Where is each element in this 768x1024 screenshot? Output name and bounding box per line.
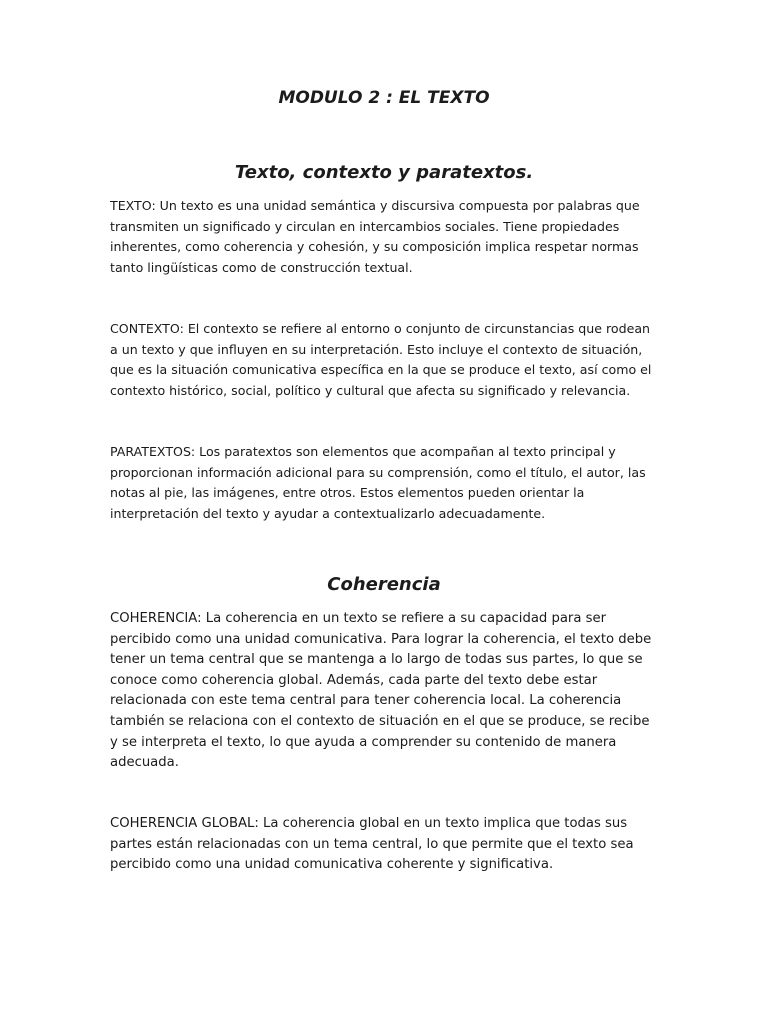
section-heading-coherencia: Coherencia	[327, 574, 441, 595]
paragraph-coherencia-global: COHERENCIA GLOBAL: La coherencia global en un texto implica que todas sus partes están relacionadas con un tema central, lo que permite que el texto sea percibido como una unidad comunicativa coherente y significativa.	[110, 816, 634, 873]
paragraph-paratextos: PARATEXTOS: Los paratextos son elementos que acompañan al texto principal y proporcionan información adicional para su comprensión, como el título, el autor, las notas al pie, las imágenes, entre otros. Estos elementos pueden orientar la interpretación del texto y ayudar a contextualizarlo adecuadamente.	[110, 444, 646, 522]
paragraph-contexto: CONTEXTO: El contexto se refiere al entorno o conjunto de circunstancias que rodean a un texto y que influyen en su interpretación. Esto incluye el contexto de situación, que es la situación comunicativa específica en la que se produce el texto, así como el contexto histórico, social, político y cultural que afecta su significado y relevancia.	[110, 321, 652, 399]
document-title: MODULO 2 : EL TEXTO	[278, 88, 490, 108]
section-heading-texto-contexto-paratextos: Texto, contexto y paratextos.	[234, 162, 534, 183]
paragraph-texto: TEXTO: Un texto es una unidad semántica y discursiva compuesta por palabras que transmiten un significado y circulan en intercambios sociales. Tiene propiedades inherentes, como coherencia y cohesión, y su composición implica respetar normas tanto lingüísticas como de construcción textual.	[110, 198, 640, 276]
paragraph-coherencia: COHERENCIA: La coherencia en un texto se refiere a su capacidad para ser percibido como una unidad comunicativa. Para lograr la coherencia, el texto debe tener un tema central que se mantenga a lo largo de todas sus partes, lo que se conoce como coherencia global. Además, cada parte del texto debe estar relacionada con este tema central para tener coherencia local. La coherencia también se relaciona con el contexto de situación en el que se produce, se recibe y se interpreta el texto, lo que ayuda a comprender su contenido de manera adecuada.	[110, 611, 652, 771]
